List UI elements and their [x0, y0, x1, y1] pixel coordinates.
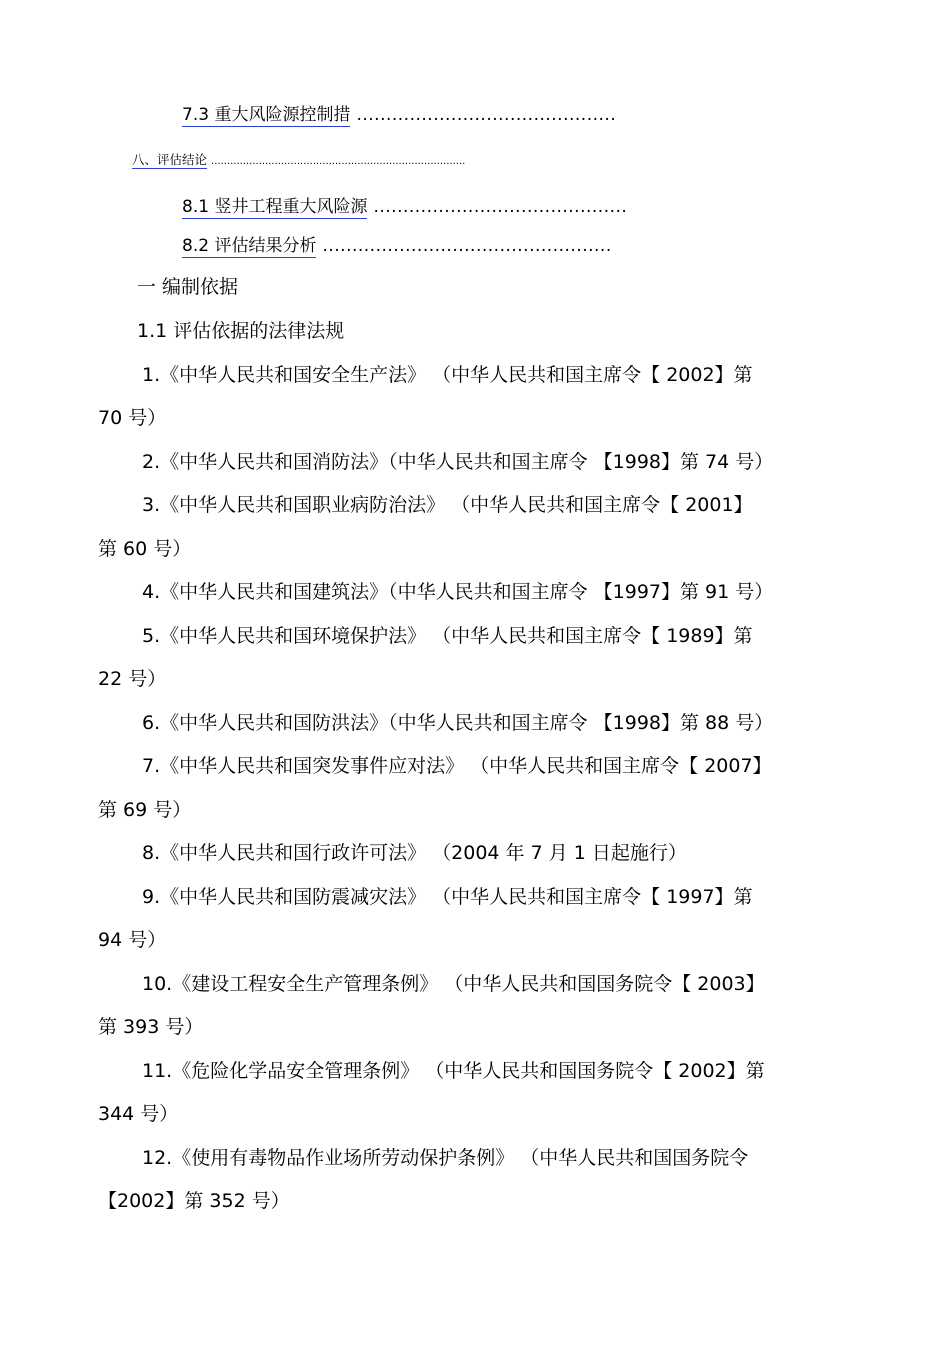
law-item-7-cont: 第 69 号） [98, 799, 192, 821]
law-item-3-cont: 第 60 号） [98, 538, 192, 560]
toc-link[interactable]: 8.1 竖井工程重大风险源 [182, 197, 368, 217]
toc-entry-7-3[interactable] [182, 104, 616, 126]
law-item-8: 8.《中华人民共和国行政许可法》 （2004 年 7 月 1 日起施行） [142, 842, 687, 864]
law-item-11: 11.《危险化学品安全管理条例》 （中华人民共和国国务院令【 2002】第 [142, 1060, 765, 1082]
law-item-7: 7.《中华人民共和国突发事件应对法》 （中华人民共和国主席令【 2007】 [142, 755, 772, 777]
law-item-3: 3.《中华人民共和国职业病防治法》 （中华人民共和国主席令【 2001】 [142, 494, 753, 516]
toc-leader-dots: ................................................. [322, 236, 612, 256]
law-item-12-cont: 【2002】第 352 号） [98, 1190, 290, 1212]
toc-entry-8[interactable] [132, 152, 465, 170]
law-item-5-cont: 22 号） [98, 668, 167, 690]
toc-leader-dots: ........................................... [373, 197, 628, 217]
toc-entry-8-1[interactable] [182, 196, 627, 218]
law-item-5: 5.《中华人民共和国环境保护法》 （中华人民共和国主席令【 1989】第 [142, 625, 753, 647]
law-item-10: 10.《建设工程安全生产管理条例》 （中华人民共和国国务院令【 2003】 [142, 973, 765, 995]
toc-entry-8-2[interactable] [182, 235, 612, 257]
law-item-1: 1.《中华人民共和国安全生产法》 （中华人民共和国主席令【 2002】第 [142, 364, 753, 386]
law-item-2: 2.《中华人民共和国消防法》（中华人民共和国主席令 【1998】第 74 号） [142, 451, 774, 473]
toc-link[interactable]: 7.3 重大风险源控制措 [182, 105, 351, 125]
law-item-6: 6.《中华人民共和国防洪法》（中华人民共和国主席令 【1998】第 88 号） [142, 712, 774, 734]
toc-link[interactable]: 八、评估结论 [132, 152, 208, 167]
law-item-12: 12.《使用有毒物品作业场所劳动保护条例》 （中华人民共和国国务院令 [142, 1147, 749, 1169]
law-item-10-cont: 第 393 号） [98, 1016, 204, 1038]
section-subtitle: 1.1 评估依据的法律法规 [137, 320, 345, 342]
law-item-11-cont: 344 号） [98, 1103, 179, 1125]
toc-leader-dots: ............................................ [356, 105, 617, 125]
section-title: 一 编制依据 [137, 276, 239, 298]
law-item-9-cont: 94 号） [98, 929, 167, 951]
toc-leader-dots: ................................................................................ [211, 156, 466, 167]
law-item-4: 4.《中华人民共和国建筑法》（中华人民共和国主席令 【1997】第 91 号） [142, 581, 774, 603]
toc-link[interactable]: 8.2 评估结果分析 [182, 236, 317, 256]
law-item-9: 9.《中华人民共和国防震减灾法》 （中华人民共和国主席令【 1997】第 [142, 886, 753, 908]
law-item-1-cont: 70 号） [98, 407, 167, 429]
